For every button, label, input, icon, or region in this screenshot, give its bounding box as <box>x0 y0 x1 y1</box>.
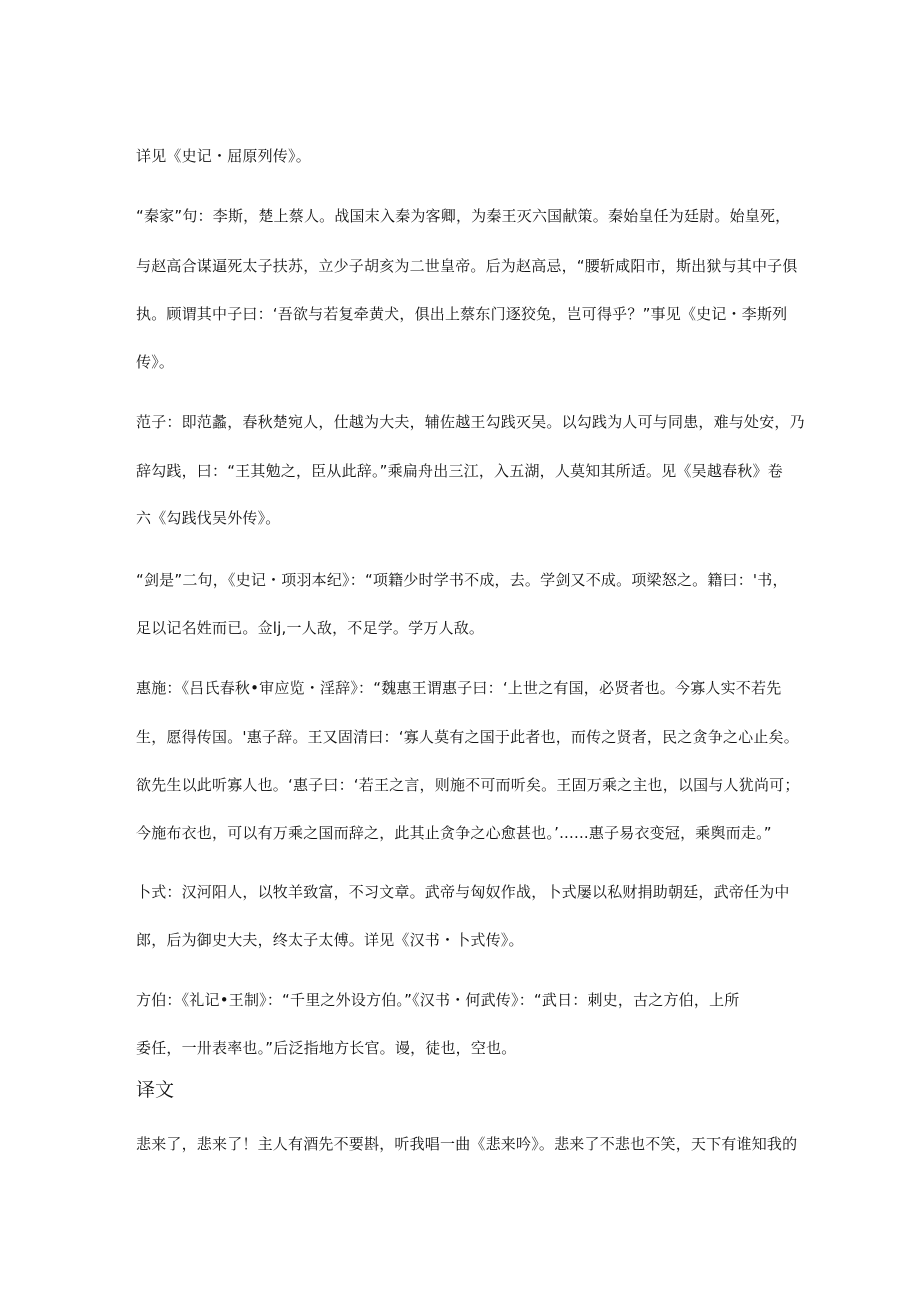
text-line: 欲先生以此听寡人也。‘惠子曰：‘若王之言，则施不可而听矣。王固万乘之主也，以国与人犹尚可； <box>136 776 800 794</box>
text-line: 执。顾谓其中子曰：‘吾欲与若复牵黄犬，俱出上蔡东门逐狡兔，岂可得乎？”事见《史记・李斯列 <box>136 305 788 323</box>
translation-heading: 译文 <box>136 1079 175 1101</box>
text-line: “秦家”句：李斯，楚上蔡人。战国末入秦为客卿，为秦王灭六国献策。秦始皇任为廷尉。始皇死， <box>136 207 791 225</box>
text-line: 悲来了，悲来了！主人有酒先不要斟，听我唱一曲《悲来吟》。悲来了不悲也不笑，天下有谁知我的 <box>136 1135 798 1153</box>
text-line: 生，愿得传国。'惠子辞。王又固清曰：‘寡人莫有之国于此者也，而传之贤者，民之贪争之心止矣。 <box>136 728 799 746</box>
text-line: 详见《史记・屈原列传》。 <box>136 147 311 165</box>
text-line: 卜式：汉河阳人，以牧羊致富，不习文章。武帝与匈奴作战，卜式屡以私财捐助朝廷，武帝任为中 <box>136 883 790 901</box>
text-line: 惠施：《吕氏春秋•审应览・淫辞》：“魏惠王谓惠子曰：‘上世之有国，必贤者也。今寡人实不若先 <box>136 679 782 697</box>
text-line: 足以记名姓而已。佥lj,一人敌，不足学。学万人敌。 <box>136 619 485 637</box>
text-line: 辞勾践，曰：“王其勉之，臣从此辞。”乘扁舟出三江，入五湖，人莫知其所适。见《吴越春秋》卷 <box>136 462 783 480</box>
text-line: 范子：即范蠡，春秋楚宛人，仕越为大夫，辅佐越王勾践灭吴。以勾践为人可与同患，难与处安，乃 <box>136 413 805 431</box>
text-line: 与赵高合谋逼死太子扶苏，立少子胡亥为二世皇帝。后为赵高忌，“腰斩咸阳市，斯出狱与其中子俱 <box>136 257 798 275</box>
text-line: 方伯：《礼记•王制》：“千里之外设方伯。”《汉书・何武传》：“武日：刺史，古之方伯，上所 <box>136 991 740 1009</box>
text-line: 传》。 <box>136 353 175 371</box>
text-line: “剑是”二句，《史记・项羽本纪》：“项籍少时学书不成，去。学剑又不成。项梁怒之。籍曰：'书， <box>136 571 788 589</box>
text-line: 郎，后为御史大夫，终太子太傅。详见《汉书・卜式传》。 <box>136 931 524 949</box>
text-line: 委任，一卅表率也。”后泛指地方长官。谩，徒也，空也。 <box>136 1039 517 1057</box>
text-line: 今施布衣也，可以有万乘之国而辞之，此其止贪争之心愈甚也。’......惠子易衣变冠，乘舆而走。” <box>136 824 772 842</box>
text-line: 六《勾践伐吴外传》。 <box>136 509 281 527</box>
